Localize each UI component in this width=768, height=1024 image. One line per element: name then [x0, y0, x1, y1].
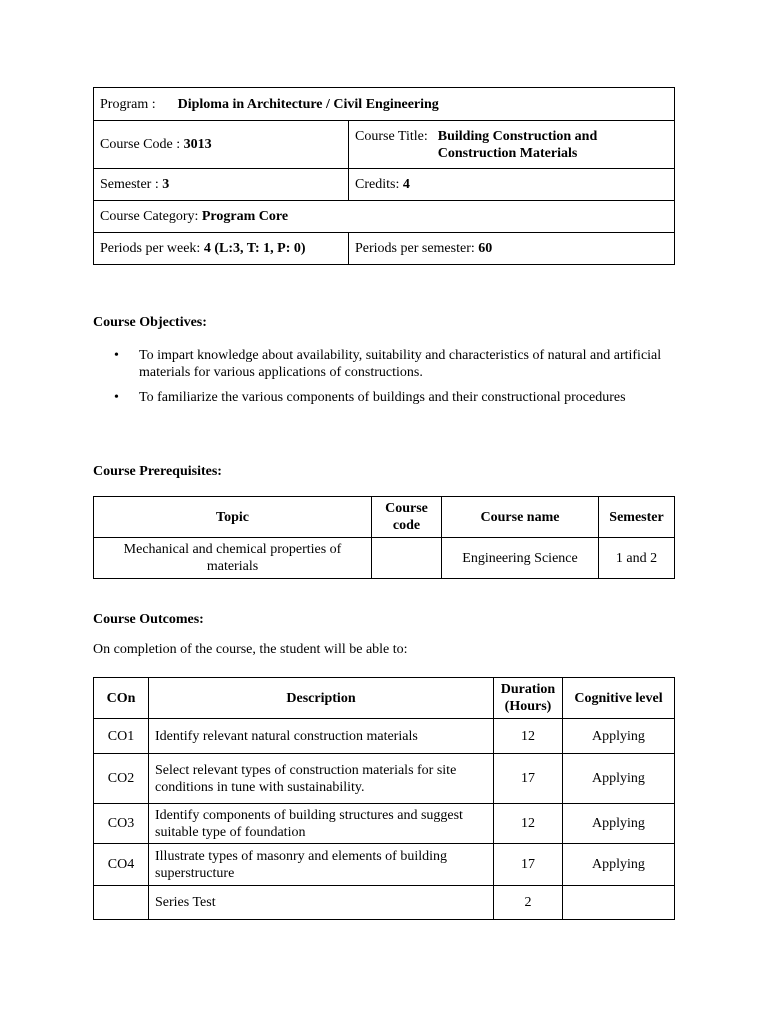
table-row — [94, 804, 675, 844]
semester-label: Semester : — [100, 177, 163, 192]
table-header-row — [94, 497, 675, 538]
table-cell: Applying — [563, 754, 675, 804]
bullet-icon: • — [114, 348, 119, 363]
program-cell — [94, 88, 675, 121]
semester-value: 3 — [162, 177, 170, 192]
course-title-label: Course Title: — [355, 128, 428, 144]
code-title-row — [94, 121, 675, 169]
table-row — [94, 886, 675, 920]
course-title-line1: Building Construction and — [437, 128, 598, 144]
table-cell — [94, 886, 149, 920]
program-label: Program : — [100, 96, 156, 112]
column-header: Topic — [94, 497, 372, 538]
table-row — [94, 844, 675, 886]
table-cell: Applying — [563, 804, 675, 844]
course-title-value — [438, 128, 598, 162]
list-item — [93, 347, 693, 381]
prerequisites-heading: Course Prerequisites: — [93, 464, 222, 479]
table-row — [94, 538, 675, 579]
column-header: Course name — [442, 497, 599, 538]
table-cell: Applying — [563, 844, 675, 886]
category-cell — [94, 201, 675, 233]
table-cell: 12 — [494, 719, 563, 754]
table-header-row — [94, 678, 675, 719]
course-info-table — [93, 87, 675, 265]
objective-text: To impart knowledge about availability, suitability and characteristics of natural and artificial materials for various applications of constructions. — [139, 348, 662, 380]
objectives-list — [93, 347, 693, 414]
program-value: Diploma in Architecture / Civil Engineering — [177, 96, 439, 112]
column-header: Duration (Hours) — [494, 678, 563, 719]
periods-semester-value: 60 — [478, 241, 493, 256]
table-cell: 12 — [494, 804, 563, 844]
semester-credits-row — [94, 169, 675, 201]
outcomes-intro: On completion of the course, the student will be able to: — [93, 642, 408, 657]
prerequisites-table — [93, 496, 675, 579]
table-cell — [563, 886, 675, 920]
periods-week-label: Periods per week: — [100, 241, 204, 256]
table-row — [94, 754, 675, 804]
table-cell: Illustrate types of masonry and elements of building superstructure — [149, 844, 494, 886]
table-cell: CO2 — [94, 754, 149, 804]
objective-text: To familiarize the various components of buildings and their constructional procedures — [139, 390, 626, 405]
course-title-cell — [349, 121, 675, 169]
table-cell: 2 — [494, 886, 563, 920]
objectives-heading: Course Objectives: — [93, 315, 207, 330]
table-cell: 17 — [494, 754, 563, 804]
column-header: Semester — [599, 497, 675, 538]
table-cell: 1 and 2 — [599, 538, 675, 579]
program-row — [94, 88, 675, 121]
table-cell: 17 — [494, 844, 563, 886]
table-cell: CO3 — [94, 804, 149, 844]
outcomes-heading: Course Outcomes: — [93, 612, 204, 627]
periods-row — [94, 233, 675, 265]
bullet-icon: • — [114, 390, 119, 405]
list-item — [93, 389, 693, 406]
table-cell: CO4 — [94, 844, 149, 886]
table-cell: Identify relevant natural construction materials — [149, 719, 494, 754]
course-title-line2: Construction Materials — [437, 145, 578, 161]
semester-cell — [94, 169, 349, 201]
table-cell: Identify components of building structures and suggest suitable type of foundation — [149, 804, 494, 844]
category-label: Course Category: — [100, 209, 202, 224]
credits-value: 4 — [402, 177, 410, 192]
category-row — [94, 201, 675, 233]
table-cell: Applying — [563, 719, 675, 754]
credits-label: Credits: — [355, 177, 403, 192]
category-value: Program Core — [201, 209, 289, 224]
table-cell: Series Test — [149, 886, 494, 920]
course-code-label: Course Code : — [100, 137, 184, 152]
table-cell: Mechanical and chemical properties of materials — [94, 538, 372, 579]
course-code-cell — [94, 121, 349, 169]
column-header: Cognitive level — [563, 678, 675, 719]
credits-cell — [349, 169, 675, 201]
course-code-value: 3013 — [183, 137, 212, 152]
table-cell: CO1 — [94, 719, 149, 754]
column-header: Description — [149, 678, 494, 719]
table-row — [94, 719, 675, 754]
column-header: COn — [94, 678, 149, 719]
periods-semester-cell — [349, 233, 675, 265]
periods-week-value: 4 (L:3, T: 1, P: 0) — [203, 241, 306, 256]
outcomes-table — [93, 677, 675, 920]
table-cell: Select relevant types of construction materials for site conditions in tune with sustainability. — [149, 754, 494, 804]
periods-semester-label: Periods per semester: — [355, 241, 479, 256]
table-cell: Engineering Science — [442, 538, 599, 579]
column-header: Course code — [372, 497, 442, 538]
periods-week-cell — [94, 233, 349, 265]
table-cell — [372, 538, 442, 579]
